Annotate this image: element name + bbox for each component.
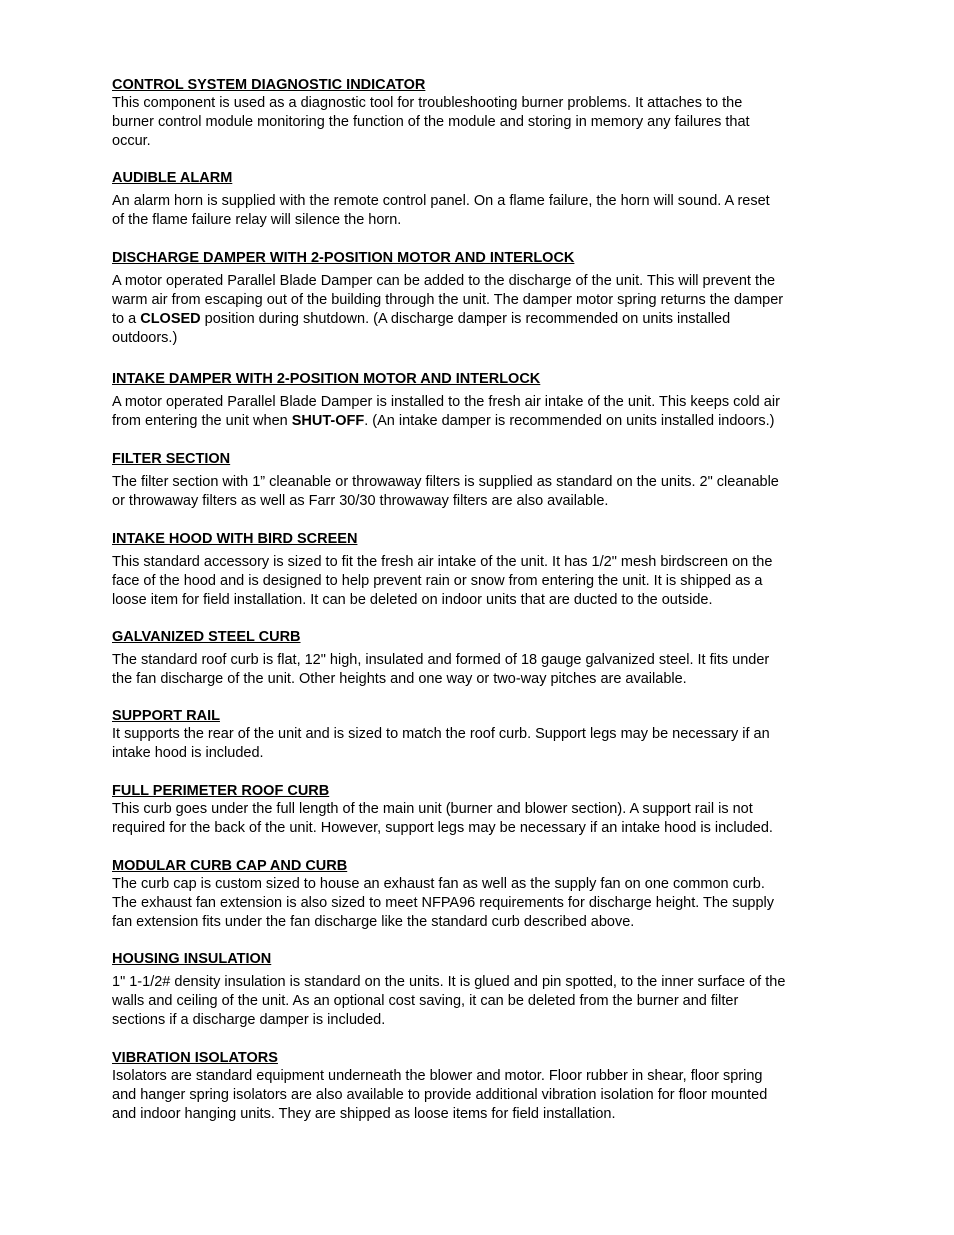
body-line: This curb goes under the full length of the main unit (burner and blower section). A support rail is not <box>112 801 753 817</box>
section-heading: AUDIBLE ALARM <box>112 170 233 186</box>
body-line: The filter section with 1” cleanable or throwaway filters is supplied as standard on the units. 2" cleanable <box>112 474 779 490</box>
section-housing-insulation <box>112 950 847 1030</box>
body-line: This standard accessory is sized to fit the fresh air intake of the unit. It has 1/2" mesh birdscreen on the <box>112 554 773 570</box>
body-line: burner control module monitoring the function of the module and storing in memory any failures that <box>112 114 750 130</box>
section-heading: GALVANIZED STEEL CURB <box>112 629 301 645</box>
body-line: An alarm horn is supplied with the remote control panel. On a flame failure, the horn will sound. A reset <box>112 193 770 209</box>
section-filter-section <box>112 450 847 511</box>
text-run: . (An intake damper is recommended on units installed indoors.) <box>364 413 775 429</box>
body-line: the fan discharge of the unit. Other heights and one way or two-way pitches are available. <box>112 671 687 687</box>
text-run: position during shutdown. (A discharge damper is recommended on units installed <box>200 311 731 327</box>
section-heading: CONTROL SYSTEM DIAGNOSTIC INDICATOR <box>112 77 426 93</box>
body-line: fan extension fits under the fan discharge like the standard curb described above. <box>112 914 635 930</box>
body-line: 1" 1-1/2# density insulation is standard on the units. It is glued and pin spotted, to the inner surface of the <box>112 974 786 990</box>
body-line: and hanger spring isolators are also available to provide additional vibration isolation for floor mounted <box>112 1087 768 1103</box>
body-line: required for the back of the unit. However, support legs may be necessary if an intake hood is included. <box>112 820 773 836</box>
section-body <box>112 651 847 689</box>
body-line: occur. <box>112 133 151 149</box>
body-line: sections if a discharge damper is included. <box>112 1012 386 1028</box>
section-body <box>112 393 847 431</box>
body-line: The exhaust fan extension is also sized to meet NFPA96 requirements for discharge height. The supply <box>112 895 774 911</box>
section-heading: DISCHARGE DAMPER WITH 2-POSITION MOTOR AND INTERLOCK <box>112 250 575 266</box>
body-line: outdoors.) <box>112 330 178 346</box>
section-heading: SUPPORT RAIL <box>112 708 220 724</box>
section-full-perimeter-roof-curb <box>112 782 847 838</box>
body-line: face of the hood and is designed to help prevent rain or snow from entering the unit. It is shipped as a <box>112 573 763 589</box>
body-line: or throwaway filters as well as Farr 30/30 throwaway filters are also available. <box>112 493 609 509</box>
body-line: The standard roof curb is flat, 12" high, insulated and formed of 18 gauge galvanized steel. It fits under <box>112 652 770 668</box>
section-heading: MODULAR CURB CAP AND CURB <box>112 858 348 874</box>
section-body <box>112 94 847 151</box>
section-body <box>112 875 847 932</box>
body-line: This component is used as a diagnostic tool for troubleshooting burner problems. It attaches to the <box>112 95 743 111</box>
section-body <box>112 1067 847 1124</box>
section-heading: INTAKE HOOD WITH BIRD SCREEN <box>112 531 358 547</box>
section-support-rail <box>112 707 847 763</box>
text-run: from entering the unit when <box>112 413 292 429</box>
text-run: to a <box>112 311 141 327</box>
body-line: walls and ceiling of the unit. As an optional cost saving, it can be deleted from the burner and filter <box>112 993 739 1009</box>
section-heading: INTAKE DAMPER WITH 2-POSITION MOTOR AND INTERLOCK <box>112 371 541 387</box>
body-line: and indoor hanging units. They are shipped as loose items for field installation. <box>112 1106 616 1122</box>
section-heading: HOUSING INSULATION <box>112 951 272 967</box>
body-line: A motor operated Parallel Blade Damper can be added to the discharge of the unit. This will prevent the <box>112 273 776 289</box>
section-body <box>112 553 847 610</box>
body-line: intake hood is included. <box>112 745 264 761</box>
section-discharge-damper <box>112 249 847 348</box>
body-line: It supports the rear of the unit and is sized to match the roof curb. Support legs may be necessary if an <box>112 726 770 742</box>
section-intake-hood <box>112 530 847 610</box>
body-line-closed <box>112 310 847 329</box>
body-line: The curb cap is custom sized to house an exhaust fan as well as the supply fan on one common curb. <box>112 876 765 892</box>
section-control-system-diagnostic-indicator <box>112 76 847 151</box>
section-body <box>112 725 847 763</box>
body-line: warm air from escaping out of the building through the unit. The damper motor spring returns the damper <box>112 292 784 308</box>
shut-off-emphasis: SHUT-OFF <box>291 413 365 429</box>
body-line: A motor operated Parallel Blade Damper is installed to the fresh air intake of the unit. This keeps cold air <box>112 394 780 410</box>
section-body <box>112 973 847 1030</box>
section-body <box>112 473 847 511</box>
section-body <box>112 800 847 838</box>
body-line: of the flame failure relay will silence the horn. <box>112 212 402 228</box>
section-intake-damper <box>112 370 847 431</box>
body-line: loose item for field installation. It can be deleted on indoor units that are ducted to the outside. <box>112 592 713 608</box>
section-modular-curb-cap <box>112 857 847 932</box>
section-heading: FILTER SECTION <box>112 451 231 467</box>
section-galvanized-steel-curb <box>112 628 847 689</box>
body-line: Isolators are standard equipment underneath the blower and motor. Floor rubber in shear, floor spring <box>112 1068 763 1084</box>
section-audible-alarm <box>112 169 847 230</box>
closed-emphasis: CLOSED <box>140 311 201 327</box>
section-heading: VIBRATION ISOLATORS <box>112 1050 278 1066</box>
section-vibration-isolators <box>112 1049 847 1124</box>
section-body <box>112 272 847 348</box>
section-body <box>112 192 847 230</box>
section-heading: FULL PERIMETER ROOF CURB <box>112 783 330 799</box>
body-line-shut-off <box>112 412 847 431</box>
